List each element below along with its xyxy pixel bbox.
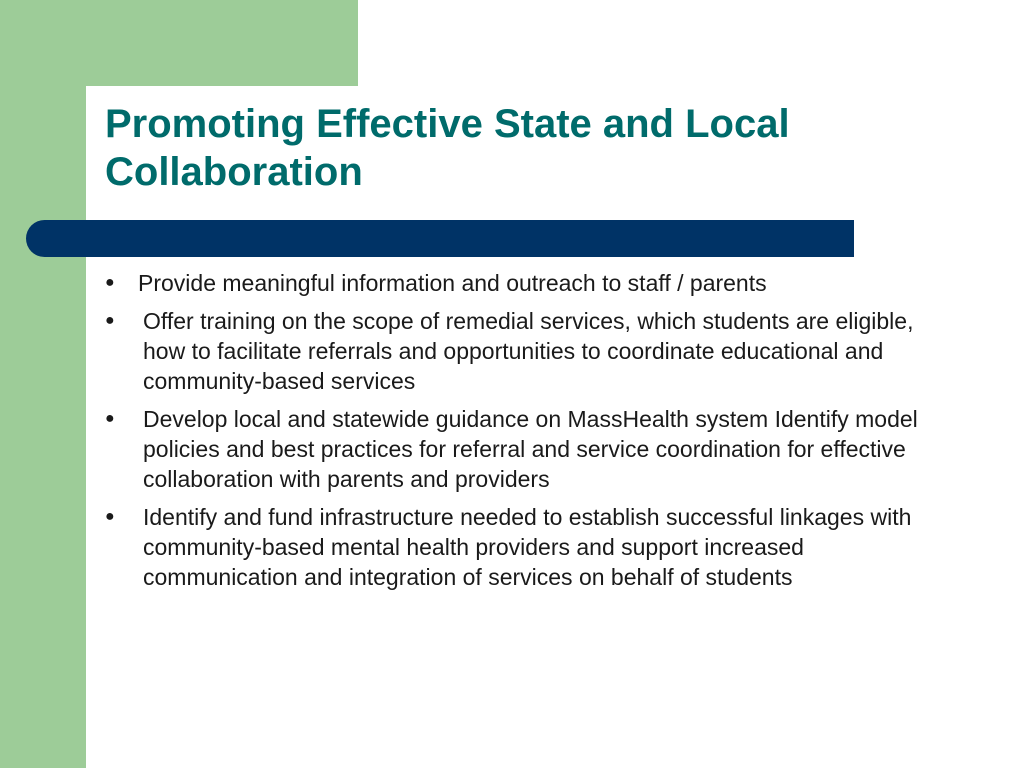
bullet-dot-icon: ● (105, 410, 115, 427)
bullet-text: Develop local and statewide guidance on MassHealth system Identify model policies and best practices for referral and service coordination for effective collaboration with parents and providers (143, 406, 918, 492)
bullet-text: Provide meaningful information and outreach to staff / parents (138, 270, 767, 296)
bullet-list (105, 268, 955, 600)
green-left-band (0, 0, 86, 768)
slide-title: Promoting Effective State and Local Collaboration (105, 102, 790, 194)
bullet-dot-icon: ● (105, 508, 115, 525)
bullet-item (105, 502, 955, 592)
green-top-band (0, 0, 358, 86)
bullet-text: Identify and fund infrastructure needed to establish successful linkages with community-based mental health providers and support increased communication and integration of services on behalf of students (143, 504, 912, 590)
bullet-item (105, 306, 955, 396)
bullet-dot-icon: ● (105, 312, 115, 329)
bullet-item (105, 268, 955, 298)
bullet-item (105, 404, 955, 494)
title-underline-bar (26, 220, 854, 257)
bullet-text: Offer training on the scope of remedial services, which students are eligible, how to facilitate referrals and opportunities to coordinate educational and community-based services (143, 308, 914, 394)
bullet-dot-icon: ● (105, 274, 115, 291)
